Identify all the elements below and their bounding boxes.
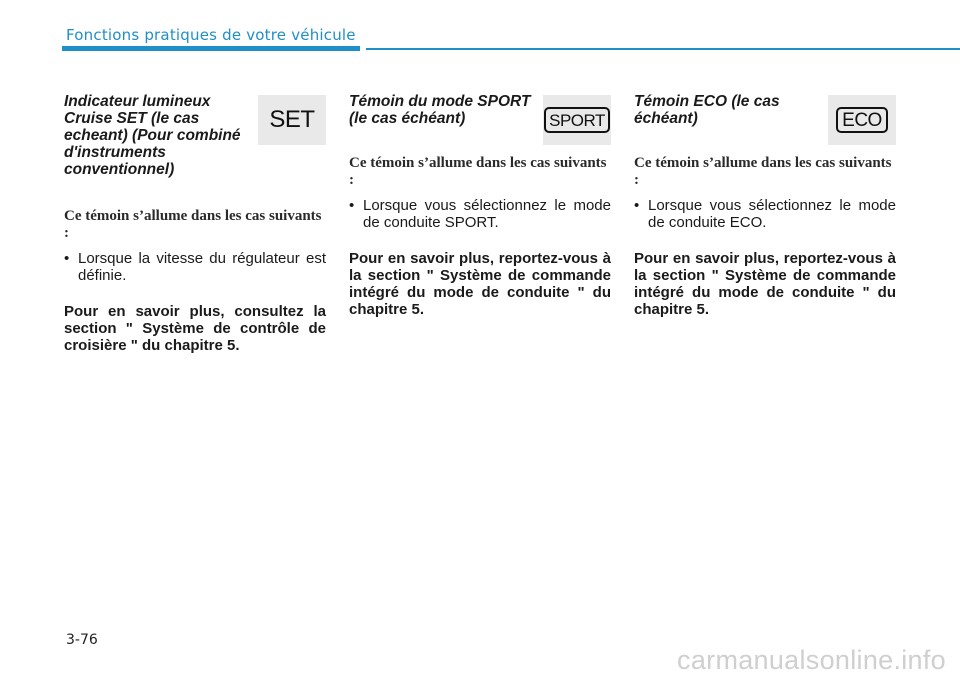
indicator-label: SET xyxy=(269,106,315,133)
bullet-item: • Lorsque vous sélectionnez le mode de conduite SPORT. xyxy=(349,197,611,231)
header-rule-accent xyxy=(62,46,360,51)
intro-text: Ce témoin s’allume dans les cas suivants : xyxy=(64,208,322,241)
intro-text: Ce témoin s’allume dans les cas suivants : xyxy=(634,155,892,188)
column-header xyxy=(634,93,896,131)
column-cruise-set xyxy=(64,93,326,354)
section-heading: Témoin du mode SPORT (le cas échéant) xyxy=(349,93,531,127)
bullet-list xyxy=(64,250,326,284)
reference-note: Pour en savoir plus, reportez-vous à la section " Système de commande intégré du mode de conduite " du chapitre 5. xyxy=(349,250,611,318)
section-title: Fonctions pratiques de votre véhicule xyxy=(66,26,356,44)
column-eco-mode xyxy=(634,93,896,318)
eco-indicator-icon xyxy=(828,95,896,145)
column-sport-mode xyxy=(349,93,611,318)
indicator-label: ECO xyxy=(836,107,888,133)
bullet-list xyxy=(349,197,611,231)
set-indicator-icon xyxy=(258,95,326,145)
reference-note: Pour en savoir plus, consultez la section " Système de contrôle de croisière " du chapitre 5. xyxy=(64,303,326,354)
section-heading: Indicateur lumineux Cruise SET (le cas echeant) (Pour combiné d'instruments conventionnel) xyxy=(64,93,241,178)
bullet-list xyxy=(634,197,896,231)
section-heading: Témoin ECO (le cas échéant) xyxy=(634,93,780,127)
page-number: 3-76 xyxy=(66,632,98,648)
column-header xyxy=(64,93,326,178)
reference-note: Pour en savoir plus, reportez-vous à la section " Système de commande intégré du mode de conduite " du chapitre 5. xyxy=(634,250,896,318)
bullet-item: • Lorsque vous sélectionnez le mode de conduite ECO. xyxy=(634,197,896,231)
watermark: carmanualsonline.info xyxy=(677,645,946,675)
intro-text: Ce témoin s’allume dans les cas suivants : xyxy=(349,155,607,188)
sport-indicator-icon xyxy=(543,95,611,145)
bullet-item: • Lorsque la vitesse du régulateur est définie. xyxy=(64,250,326,284)
indicator-label: SPORT xyxy=(544,107,610,133)
column-header xyxy=(349,93,611,130)
header-rule xyxy=(366,48,960,50)
